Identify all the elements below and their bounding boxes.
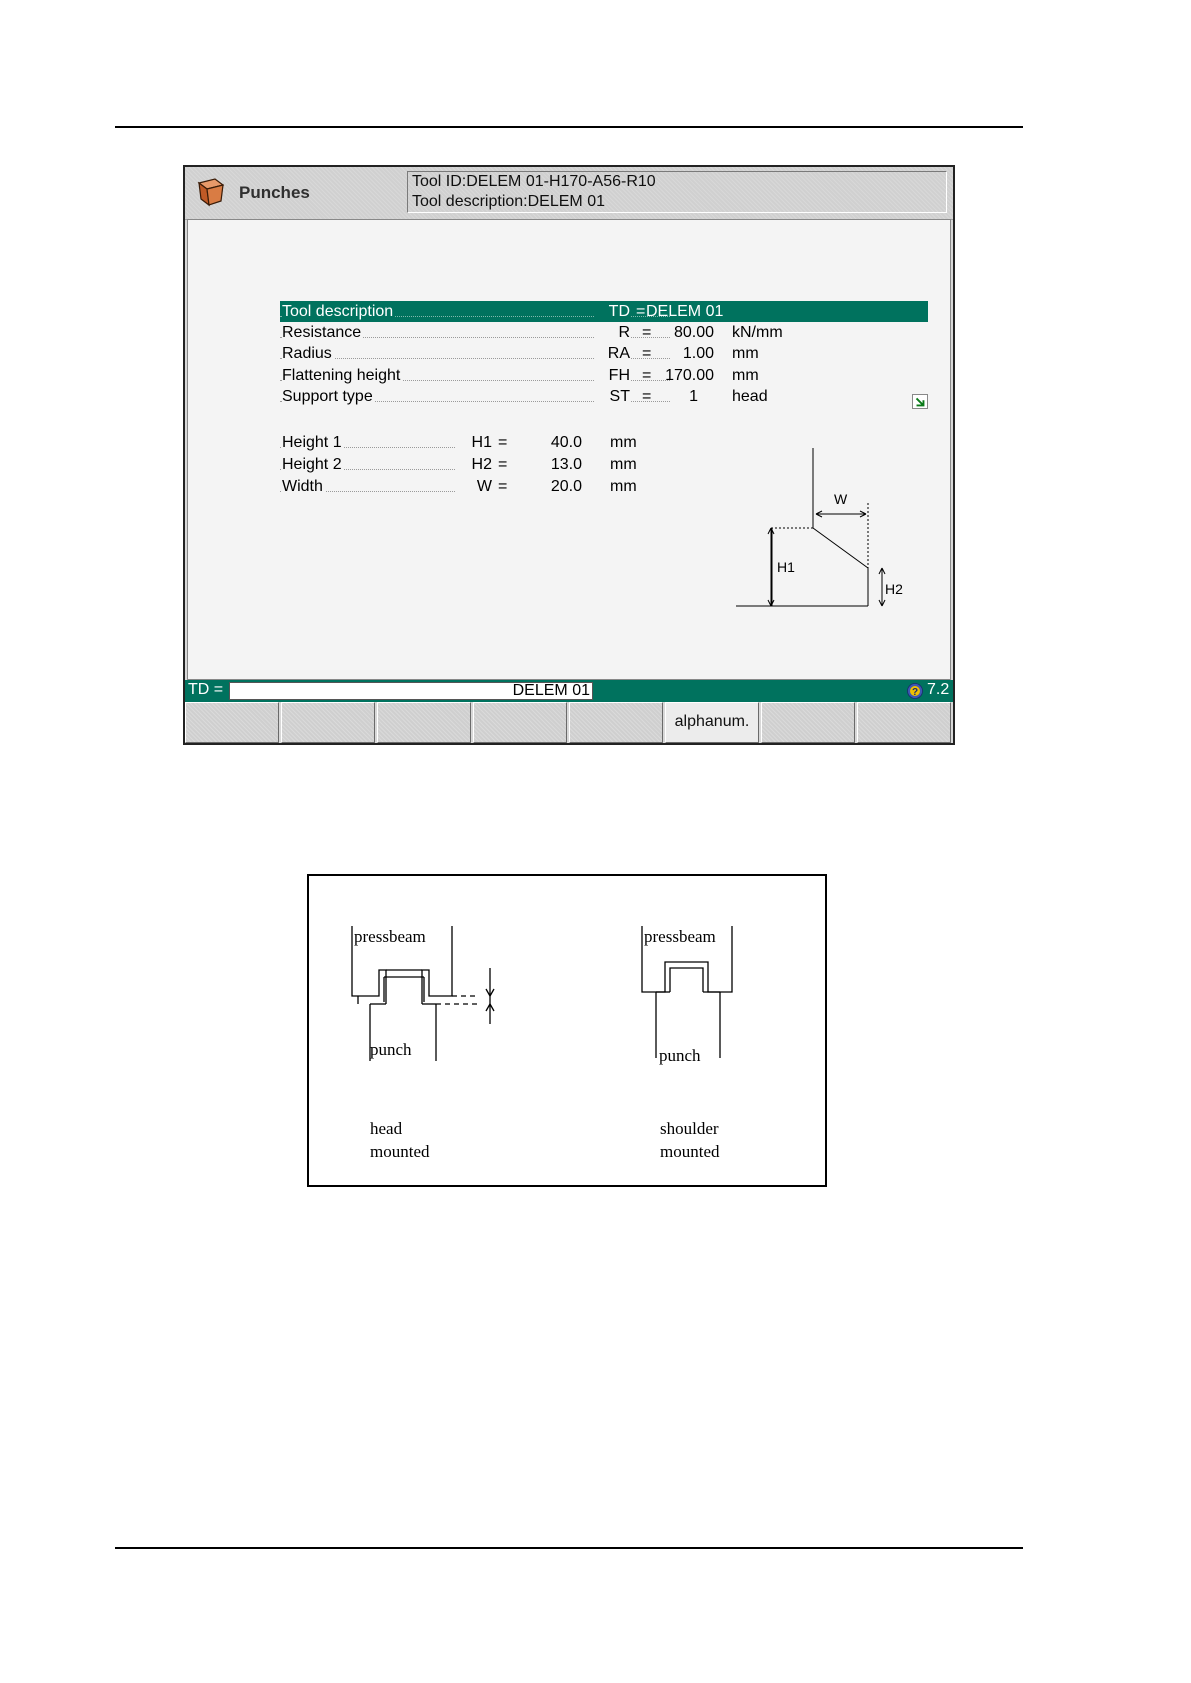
parameter-panel xyxy=(187,219,951,680)
param-equals: = xyxy=(642,388,652,405)
param-symbol: TD xyxy=(594,301,630,322)
param-value[interactable]: 1.00 xyxy=(682,345,714,362)
right-caption-line2: mounted xyxy=(660,1142,720,1161)
version-label: 7.2 xyxy=(927,681,950,698)
param-unit: head xyxy=(732,388,768,405)
dim-symbol: H1 xyxy=(456,432,492,453)
param-unit: mm xyxy=(732,345,759,362)
left-caption-line2: mounted xyxy=(370,1142,430,1161)
dim-unit: mm xyxy=(610,478,637,495)
dim-value[interactable]: 20.0 xyxy=(550,478,582,495)
softkey-5[interactable] xyxy=(569,702,663,743)
param-row-support-type[interactable] xyxy=(280,386,928,407)
dim-symbol: H2 xyxy=(456,454,492,475)
softkey-2[interactable] xyxy=(281,702,375,743)
param-label: Tool description xyxy=(282,303,394,320)
softkey-8[interactable] xyxy=(857,702,951,743)
dim-equals: = xyxy=(498,478,508,495)
param-label: Radius xyxy=(282,345,332,362)
dim-equals: = xyxy=(498,456,508,473)
left-caption-line1: head xyxy=(370,1119,403,1138)
diagram-label-w: W xyxy=(834,491,848,507)
dim-label: Height 1 xyxy=(282,434,342,451)
tool-description-text: Tool description:DELEM 01 xyxy=(412,193,605,210)
dim-value[interactable]: 40.0 xyxy=(550,434,582,451)
param-equals: = xyxy=(642,345,652,362)
param-unit: kN/mm xyxy=(732,324,783,341)
dim-unit: mm xyxy=(610,434,637,451)
punch-outline xyxy=(736,448,885,606)
param-unit: mm xyxy=(732,367,759,384)
mounting-type-figure xyxy=(307,874,827,1187)
softkey-bar xyxy=(185,702,953,743)
input-label: TD = xyxy=(188,681,224,698)
param-row-tool-description[interactable] xyxy=(280,301,928,322)
punch-dimension-diagram xyxy=(736,448,936,618)
softkey-3[interactable] xyxy=(377,702,471,743)
list-select-icon[interactable] xyxy=(912,394,928,409)
svg-text:?: ? xyxy=(911,687,919,698)
dim-row-width[interactable] xyxy=(280,476,640,497)
dim-value[interactable]: 13.0 xyxy=(550,456,582,473)
dim-row-height-2[interactable] xyxy=(280,454,640,475)
softkey-7[interactable] xyxy=(761,702,855,743)
help-icon[interactable] xyxy=(907,683,923,699)
param-symbol: R xyxy=(594,322,630,343)
param-label: Flattening height xyxy=(282,367,401,384)
param-symbol: RA xyxy=(594,343,630,364)
screen-header xyxy=(185,167,953,220)
top-rule xyxy=(115,126,1023,128)
param-symbol: ST xyxy=(594,386,630,407)
punch-tool-icon xyxy=(193,175,227,209)
punches-screen xyxy=(183,165,955,745)
param-value[interactable]: 80.00 xyxy=(673,324,714,341)
dim-row-height-1[interactable] xyxy=(280,432,640,453)
dim-label: Height 2 xyxy=(282,456,342,473)
diagram-label-h1: H1 xyxy=(777,559,795,575)
diagram-label-h2: H2 xyxy=(885,581,903,597)
status-bar xyxy=(185,680,953,702)
param-equals: = xyxy=(642,367,652,384)
bottom-rule xyxy=(115,1547,1023,1549)
param-value[interactable]: DELEM 01 xyxy=(646,303,724,320)
tool-id-text: Tool ID:DELEM 01-H170-A56-R10 xyxy=(412,173,656,190)
right-caption-line1: shoulder xyxy=(660,1119,719,1138)
dim-unit: mm xyxy=(610,456,637,473)
page-title: Punches xyxy=(239,183,310,202)
right-punch-label: punch xyxy=(659,1046,701,1065)
dim-symbol: W xyxy=(456,476,492,497)
param-value[interactable]: 1 xyxy=(689,388,698,405)
param-row-radius[interactable] xyxy=(280,343,928,364)
left-beam-label: pressbeam xyxy=(354,927,426,946)
tool-info-box xyxy=(407,171,947,213)
dim-label: Width xyxy=(282,478,323,495)
value-input[interactable]: DELEM 01 xyxy=(229,682,593,700)
param-label: Resistance xyxy=(282,324,362,341)
left-punch-label: punch xyxy=(370,1040,412,1059)
param-value[interactable]: 170.00 xyxy=(665,367,714,384)
param-equals: = xyxy=(642,324,652,341)
param-row-resistance[interactable] xyxy=(280,322,928,343)
right-beam-label: pressbeam xyxy=(644,927,716,946)
param-row-flattening-height[interactable] xyxy=(280,365,928,386)
softkey-alphanum[interactable]: alphanum. xyxy=(665,702,759,743)
softkey-1[interactable] xyxy=(185,702,279,743)
param-symbol: FH xyxy=(594,365,630,386)
dim-equals: = xyxy=(498,434,508,451)
param-equals: = xyxy=(636,303,646,320)
softkey-4[interactable] xyxy=(473,702,567,743)
param-label: Support type xyxy=(282,388,373,405)
